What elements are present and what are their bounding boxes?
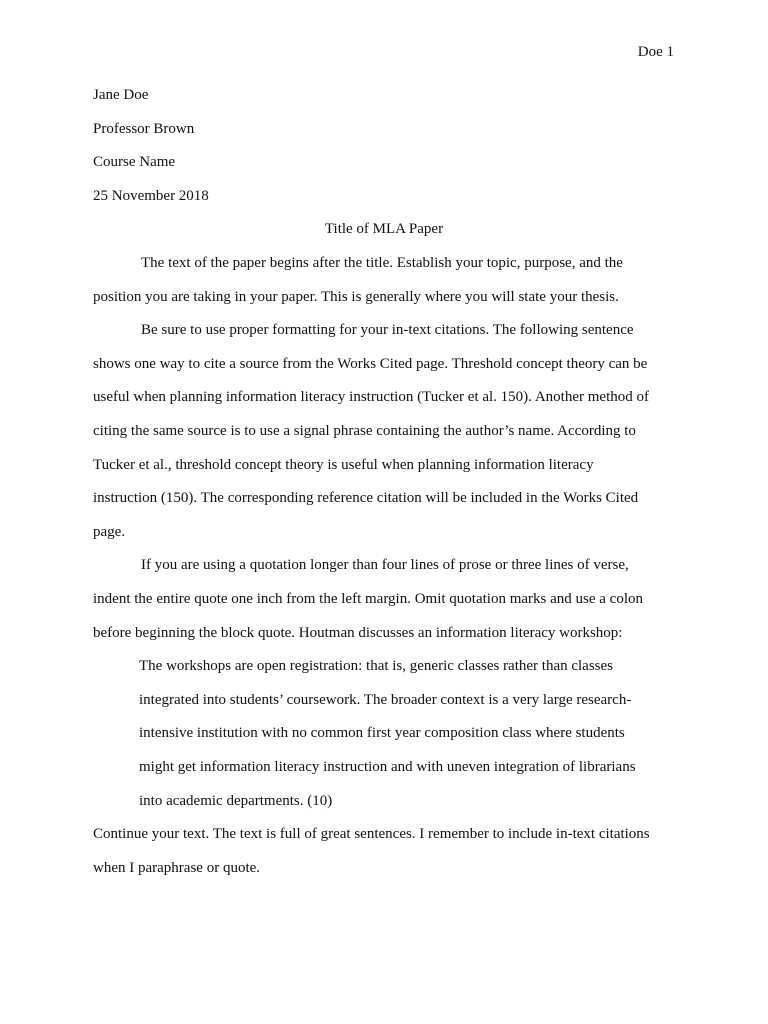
running-head: Doe 1: [637, 44, 674, 60]
paragraph-line: page.: [93, 523, 126, 540]
course-name: Course Name: [93, 154, 176, 171]
block-quote-line: into academic departments. (10): [139, 792, 333, 809]
paragraph-line: position you are taking in your paper. This is generally where you will state your thesis.: [93, 288, 619, 305]
block-quote-line: might get information literacy instruction and with uneven integration of librarians: [139, 759, 636, 775]
block-quote-line: intensive institution with no common first year composition class where students: [139, 725, 625, 742]
block-quote-line: integrated into students’ coursework. The broader context is a very large research-: [139, 691, 632, 708]
student-name: Jane Doe: [93, 87, 149, 103]
paragraph-line: instruction (150). The corresponding reference citation will be included in the Works Cited: [93, 490, 639, 507]
paragraph-line: If you are using a quotation longer than four lines of prose or three lines of verse,: [141, 557, 629, 574]
paragraph-line: useful when planning information literacy instruction (Tucker et al. 150). Another method of: [93, 389, 649, 406]
paper-date: 25 November 2018: [93, 187, 209, 204]
paragraph-line: Tucker et al., threshold concept theory is useful when planning information literacy: [93, 456, 594, 473]
paragraph-line: Be sure to use proper formatting for your in-text citations. The following sentence: [141, 322, 634, 339]
paragraph-line: citing the same source is to use a signal phrase containing the author’s name. According to: [93, 423, 636, 439]
paper-title: Title of MLA Paper: [324, 221, 444, 238]
professor-name: Professor Brown: [93, 120, 195, 137]
paragraph-line: indent the entire quote one inch from the left margin. Omit quotation marks and use a colon: [93, 591, 643, 607]
paragraph-line: shows one way to cite a source from the Works Cited page. Threshold concept theory can be: [93, 355, 648, 372]
block-quote-line: The workshops are open registration: that is, generic classes rather than classes: [139, 658, 614, 675]
paragraph-line: The text of the paper begins after the title. Establish your topic, purpose, and the: [141, 255, 623, 271]
paragraph-line: before beginning the block quote. Houtman discusses an information literacy workshop:: [93, 624, 623, 641]
paragraph-line: when I paraphrase or quote.: [93, 859, 261, 876]
paragraph-line: Continue your text. The text is full of great sentences. I remember to include in-text citations: [93, 826, 650, 843]
